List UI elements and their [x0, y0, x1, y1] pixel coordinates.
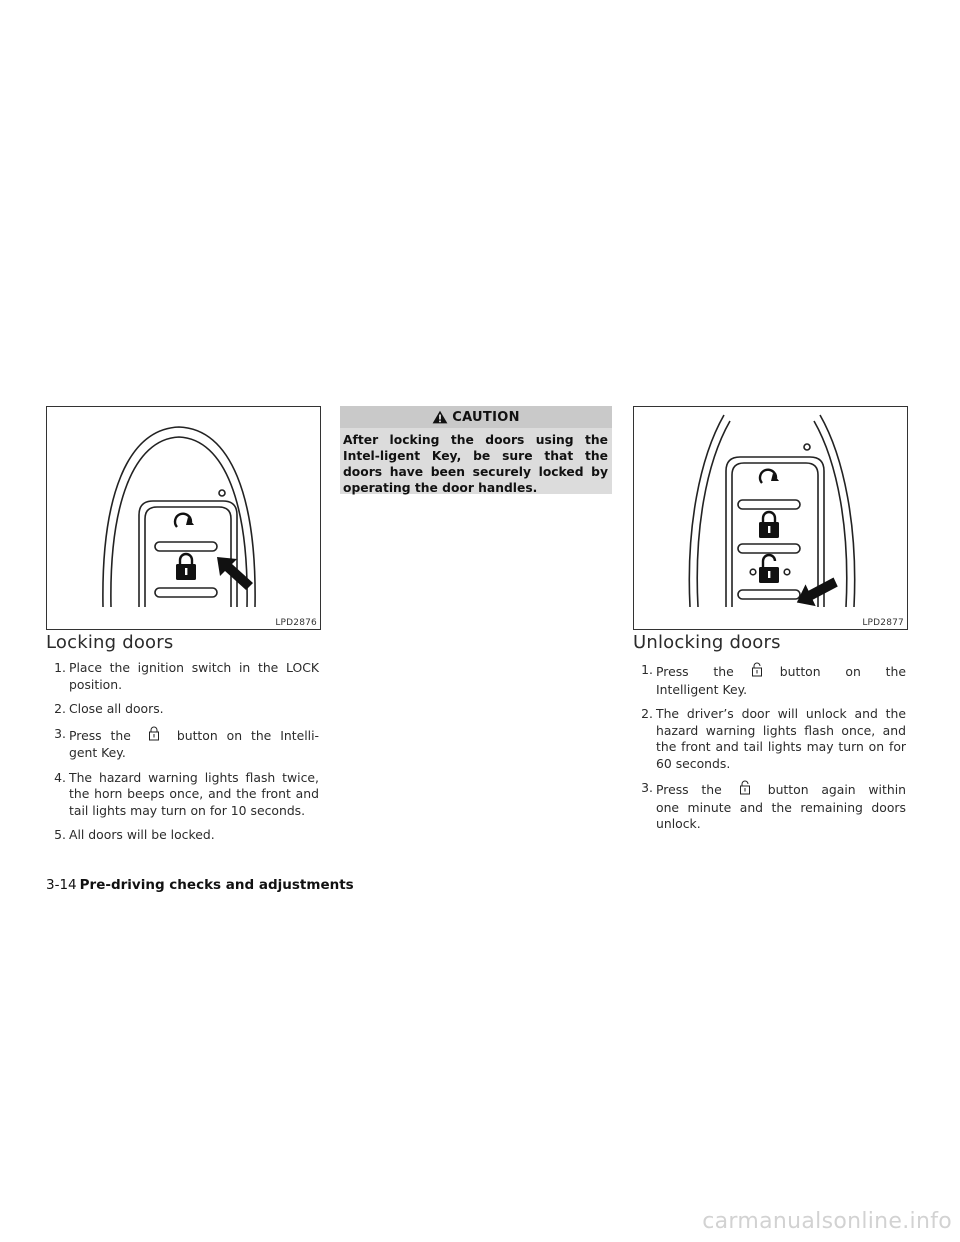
list-item [46, 770, 319, 820]
step-text: Press the [656, 664, 734, 679]
step-text: The driver’s door will unlock and the hazard warning lights flash once, and the front and tail lights may turn on for 60 seconds. [656, 706, 906, 771]
unlock-button-icon [734, 662, 780, 682]
intelligent-key-unlock-illustration [634, 407, 906, 628]
caution-header [340, 406, 612, 428]
lock-icon [759, 512, 779, 538]
step-text: Press the [656, 782, 722, 797]
step-number: 1. [54, 660, 66, 675]
lock-button-icon [131, 726, 177, 746]
locking-doors-heading: Locking doors [46, 632, 174, 653]
remote-start-icon [760, 470, 779, 483]
list-item [633, 662, 906, 698]
section-title: Pre-driving checks and adjustments [79, 877, 354, 893]
list-item [46, 701, 319, 718]
intelligent-key-lock-illustration [47, 407, 319, 628]
warning-triangle-icon [432, 410, 448, 424]
step-text: button on the Intelli-gent Key. [69, 727, 319, 760]
unlock-button-icon [722, 780, 768, 800]
caution-text: After locking the doors using the Intel-ligent Key, be sure that the doors have been securely locked by operating the door handles. [343, 433, 608, 495]
step-text: button on the Intelligent Key. [656, 664, 906, 697]
step-text: Close all doors. [69, 701, 164, 716]
arrow-icon [217, 557, 253, 590]
step-number: 1. [641, 662, 653, 677]
caution-title: CAUTION [452, 409, 520, 425]
step-number: 3. [641, 780, 653, 795]
list-item [46, 660, 319, 693]
unlocking-doors-heading: Unlocking doors [633, 632, 781, 653]
step-text: Place the ignition switch in the LOCK position. [69, 660, 319, 692]
figure-unlocking-key [633, 406, 908, 630]
page-number: 3-14 [46, 877, 77, 893]
step-number: 2. [54, 701, 66, 716]
list-item [633, 780, 906, 833]
step-number: 2. [641, 706, 653, 721]
figure-locking-key [46, 406, 321, 630]
step-text: All doors will be locked. [69, 827, 215, 842]
list-item [46, 827, 319, 844]
step-text: The hazard warning lights flash twice, the horn beeps once, and the front and tail lights may turn on for 10 seconds. [69, 769, 319, 818]
unlock-icon [759, 555, 779, 583]
unlocking-steps [633, 662, 906, 841]
figure-id: LPD2877 [862, 618, 904, 628]
figure-id: LPD2876 [275, 618, 317, 628]
list-item [633, 706, 906, 772]
step-number: 3. [54, 725, 66, 741]
step-text: button again within one minute and the remaining doors unlock. [656, 782, 906, 831]
page-footer [46, 877, 354, 893]
list-item [46, 726, 319, 762]
caution-box [340, 406, 612, 494]
remote-start-icon [175, 514, 194, 527]
watermark: carmanualsonline.info [702, 1209, 952, 1234]
locking-steps [46, 660, 319, 852]
step-number: 4. [54, 769, 66, 785]
step-text: Press the [69, 727, 131, 743]
lock-icon [176, 554, 196, 580]
step-number: 5. [54, 827, 66, 842]
